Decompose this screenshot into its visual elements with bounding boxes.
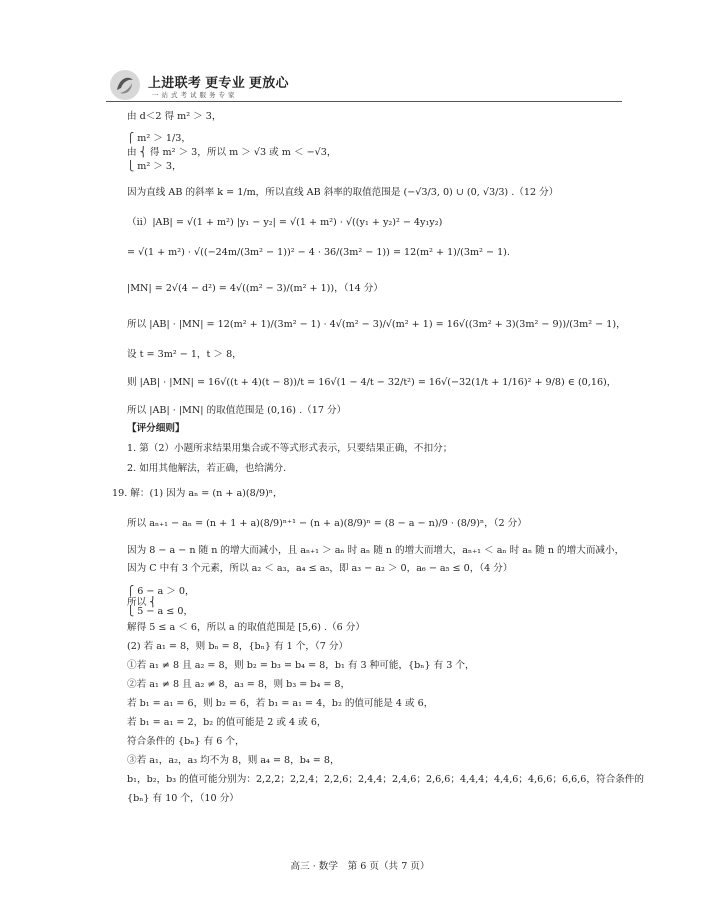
page-footer: 高三 · 数学 第 6 页（共 7 页）: [290, 861, 430, 872]
text-line: 由 ⎨ 得 m² ＞ 3，所以 m ＞ √3 或 m ＜ −√3，: [127, 147, 337, 158]
text-line: 符合条件的 {bₙ} 有 6 个，: [127, 736, 245, 747]
text-line: 所以 |AB| · |MN| = 12(m² + 1)/(3m² − 1) · 4√(m² − 3)/√(m² + 1) = 16√((3m² + 3)(3m² − 9))/(3m² − 1)，: [127, 319, 626, 330]
page-header: [108, 66, 628, 106]
text-line: 若 b₁ = a₁ = 2，b₂ 的值可能是 2 或 4 或 6，: [127, 717, 327, 728]
text-line: 设 t = 3m² − 1，t ＞ 8，: [127, 349, 242, 360]
text-line: ①若 a₁ ≠ 8 且 a₂ = 8，则 b₂ = b₃ = b₄ = 8，b₁ 有 3 种可能，{bₙ} 有 3 个，: [127, 660, 475, 671]
text-line: |MN| = 2√(4 − d²) = 4√((m² − 3)/(m² + 1))，（14 分）: [127, 283, 383, 294]
brand-tagline: 一站式考试服务专家: [152, 92, 238, 99]
text-line: ⎩ m² ＞ 3，: [127, 161, 182, 172]
text-line: 所以 aₙ₊₁ − aₙ = (n + 1 + a)(8/9)ⁿ⁺¹ − (n + a)(8/9)ⁿ = (8 − a − n)/9 · (8/9)ⁿ，（2 分）: [127, 518, 527, 529]
text-line: 【评分细则】: [127, 423, 185, 434]
text-line: 因为 8 − a − n 随 n 的增大而减小，且 aₙ₊₁ ＞ aₙ 时 aₙ 随 n 的增大而增大，aₙ₊₁ ＜ aₙ 时 aₙ 随 n 的增大而减小，: [127, 545, 625, 556]
text-line: 19. 解：(1) 因为 aₙ = (n + a)(8/9)ⁿ，: [112, 488, 283, 499]
logo-icon: [108, 68, 142, 102]
header-divider: [106, 101, 622, 102]
text-line: （ⅱ）|AB| = √(1 + m²) |y₁ − y₂| = √(1 + m²) · √((y₁ + y₂)² − 4y₁y₂): [127, 217, 443, 228]
text-line: ⎧ m² ＞ 1/3，: [127, 133, 191, 144]
text-line: 所以 ⎨: [127, 597, 157, 608]
text-line: ②若 a₁ ≠ 8 且 a₂ ≠ 8，a₃ = 8，则 b₃ = b₄ = 8，: [127, 679, 351, 690]
text-line: = √(1 + m²) · √((−24m/(3m² − 1))² − 4 · 36/(3m² − 1)) = 12(m² + 1)/(3m² − 1).: [127, 247, 510, 258]
text-line: {bₙ} 有 10 个，（10 分）: [127, 793, 239, 804]
text-line: b₁，b₂，b₃ 的值可能分别为：2,2,2；2,2,4；2,2,6；2,4,4；2,4,6；2,6,6；4,4,4；4,4,6；4,6,6；6,6,6，符合条件的: [127, 774, 644, 785]
text-line: 因为直线 AB 的斜率 k = 1/m，所以直线 AB 斜率的取值范围是 (−√3/3, 0) ∪ (0, √3/3) .（12 分）: [127, 187, 559, 198]
text-line: ⎩ 5 − a ≤ 0，: [127, 606, 194, 617]
text-line: 所以 |AB| · |MN| 的取值范围是 (0,16) .（17 分）: [127, 405, 347, 416]
text-line: 由 d＜2 得 m² ＞ 3，: [127, 111, 222, 122]
text-line: 1. 第（2）小题所求结果用集合或不等式形式表示，只要结果正确，不扣分；: [127, 443, 453, 454]
text-line: 2. 如用其他解法，若正确，也给满分.: [127, 463, 287, 474]
text-line: (2) 若 a₁ = 8，则 bₙ = 8，{bₙ} 有 1 个，（7 分）: [127, 641, 349, 652]
text-line: 因为 C 中有 3 个元素，所以 a₂ ＜ a₃，a₄ ≤ a₅，即 a₃ − a₂ ＞ 0，a₆ − a₅ ≤ 0，（4 分）: [127, 563, 513, 574]
brand-title: 上进联考 更专业 更放心: [148, 75, 289, 90]
text-line: 若 b₁ = a₁ = 6，则 b₂ = 6，若 b₁ = a₁ = 4，b₂ 的值可能是 4 或 6，: [127, 698, 434, 709]
text-line: 则 |AB| · |MN| = 16√((t + 4)(t − 8))/t = 16√(1 − 4/t − 32/t²) = 16√(−32(1/t + 1/16)² + 9/8) ∈ (0,16)，: [127, 377, 617, 388]
text-line: ③若 a₁，a₂，a₃ 均不为 8，则 a₄ = 8，b₄ = 8，: [127, 755, 340, 766]
text-line: 解得 5 ≤ a ＜ 6，所以 a 的取值范围是 [5,6) .（6 分）: [127, 622, 365, 633]
text-line: ⎧ 6 − a ＞ 0，: [127, 586, 195, 597]
